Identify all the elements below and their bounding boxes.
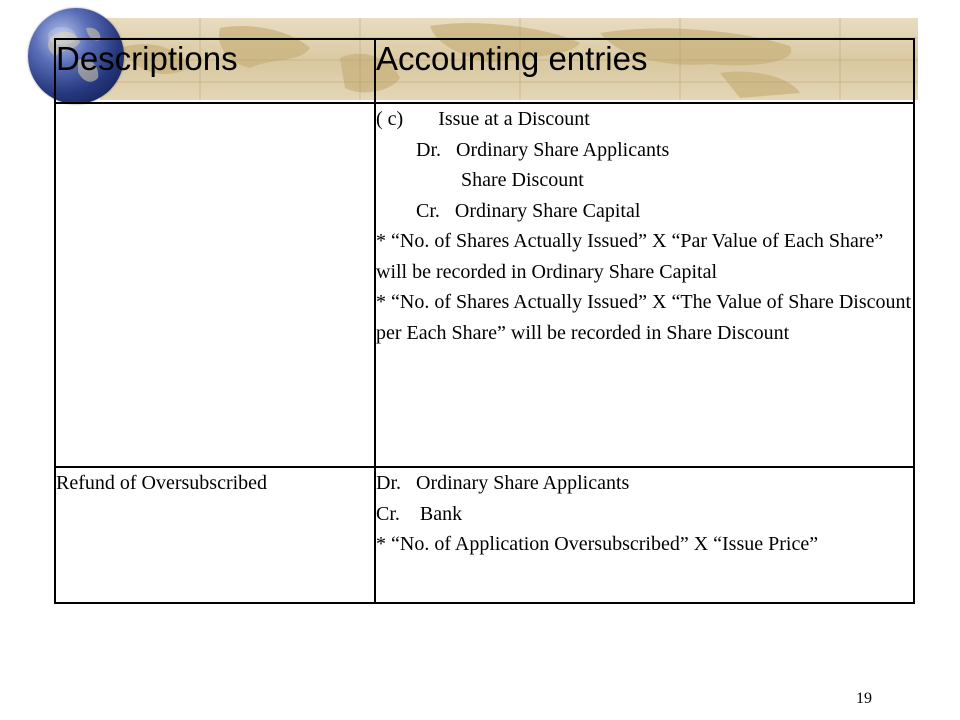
entry-line: Dr. Ordinary Share Applicants bbox=[376, 138, 670, 161]
description-cell: Refund of Oversubscribed bbox=[55, 467, 375, 603]
header-descriptions: Descriptions bbox=[55, 39, 375, 103]
entry-line: Cr. Bank bbox=[376, 502, 463, 525]
entry-cell bbox=[375, 467, 914, 603]
description-cell bbox=[55, 103, 375, 467]
entry-note: * “No. of Application Oversubscribed” X “Issue Price” bbox=[376, 533, 819, 555]
entry-line: Share Discount bbox=[376, 169, 584, 191]
entry-note: * “No. of Shares Actually Issued” X “The Value of Share Discount per Each Share” will be recorded in Share Discount bbox=[376, 291, 912, 344]
table-header-row bbox=[55, 39, 914, 103]
entry-line: ( c) Issue at a Discount bbox=[376, 108, 590, 130]
entry-note: * “No. of Shares Actually Issued” X “Par Value of Each Share” will be recorded in Ordinary Share Capital bbox=[376, 230, 884, 283]
table-row bbox=[55, 103, 914, 467]
entry-line: Cr. Ordinary Share Capital bbox=[376, 199, 641, 222]
table-row bbox=[55, 467, 914, 603]
accounting-table bbox=[54, 38, 915, 604]
entry-cell bbox=[375, 103, 914, 467]
entry-line: Dr. Ordinary Share Applicants bbox=[376, 472, 630, 494]
page-number: 19 bbox=[856, 690, 872, 707]
header-accounting-entries: Accounting entries bbox=[375, 39, 914, 103]
